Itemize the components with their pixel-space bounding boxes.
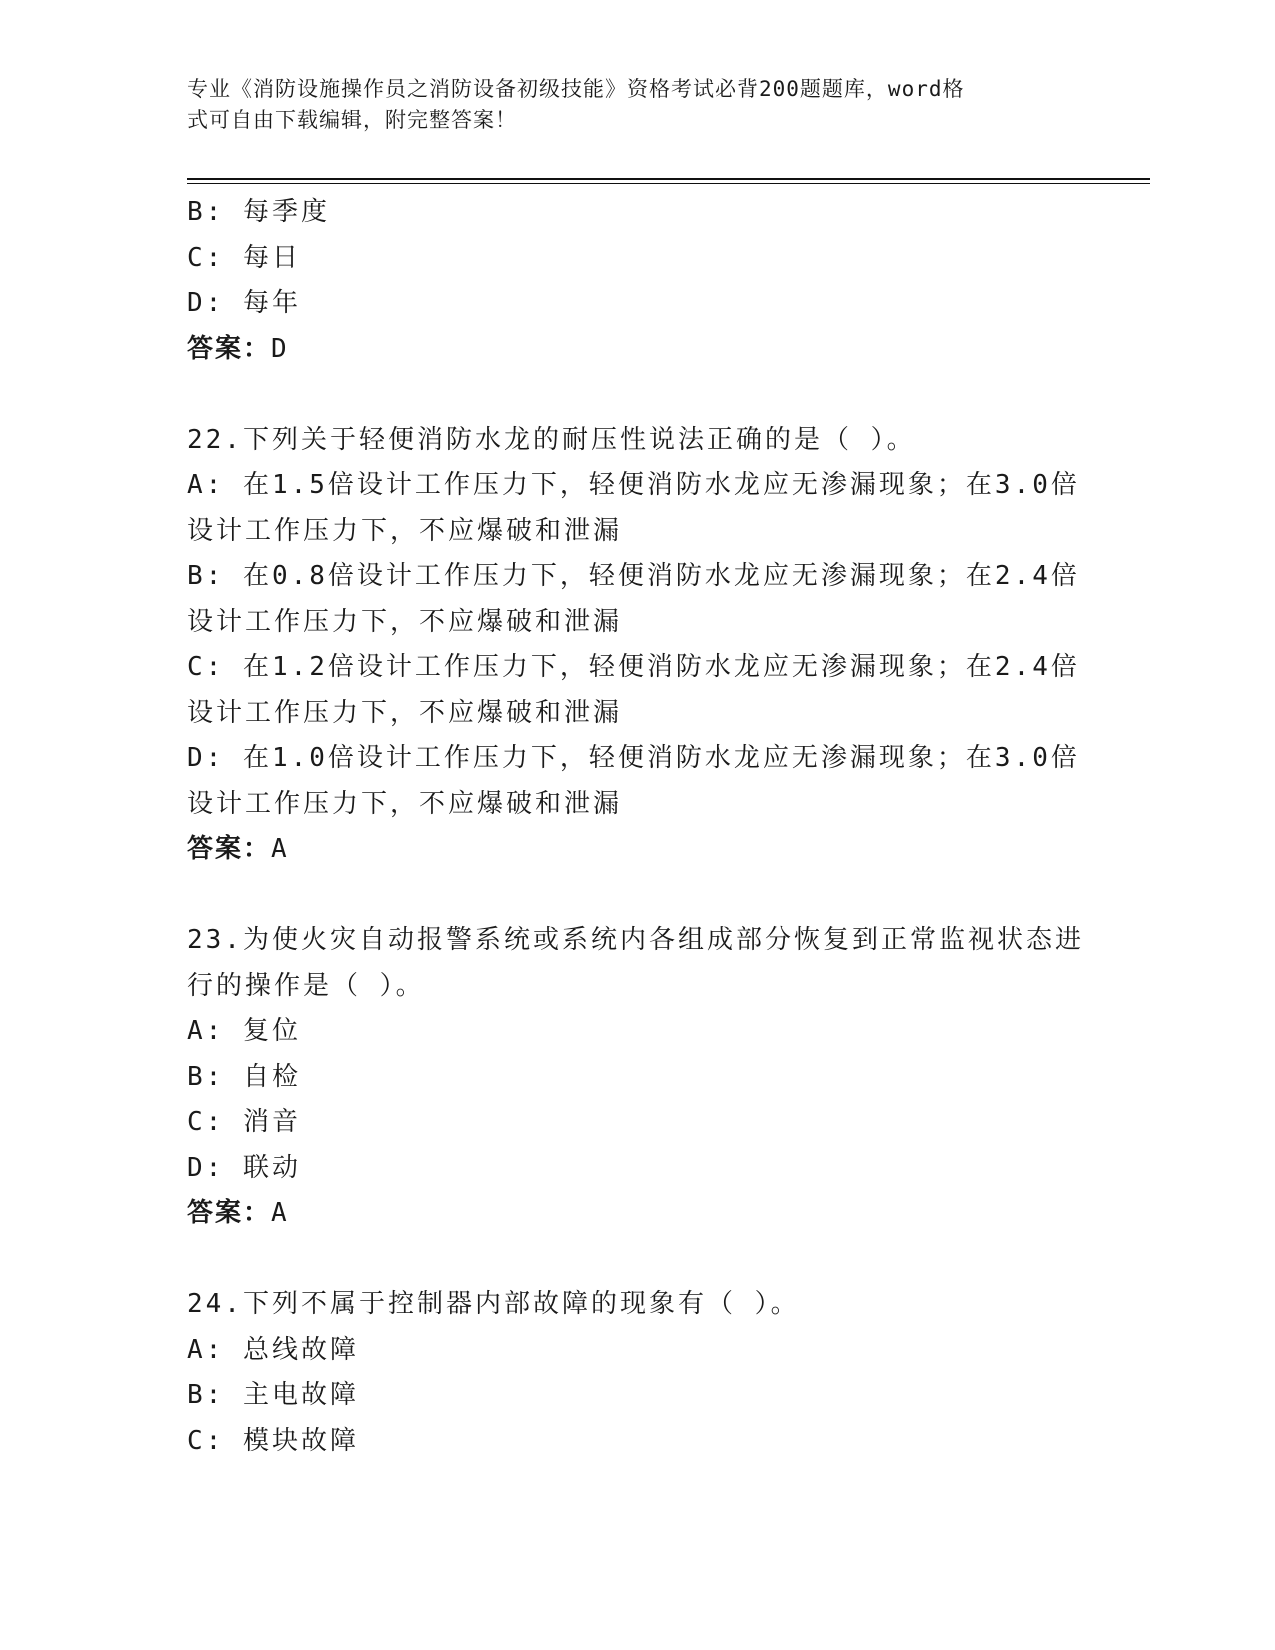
question-stem: 22.下列关于轻便消防水龙的耐压性说法正确的是（ ）。 [187,424,916,455]
option-a: A: 复位 [187,1016,301,1046]
document-header [187,74,1067,136]
question-fragment [187,190,1087,372]
answer-label: 答案： [187,333,272,364]
option-b: B: 主电故障 [187,1380,359,1410]
document-body [187,190,1087,1464]
spacer [187,1237,1087,1283]
answer-line [187,327,1087,373]
option-c: C: 每日 [187,242,301,273]
spacer [187,873,1087,919]
answer-value: D [271,333,289,364]
option-a-continued: 设计工作压力下，不应爆破和泄漏 [187,515,623,546]
question-stem: 24.下列不属于控制器内部故障的现象有（ ）。 [187,1289,800,1319]
option-d: D: 每年 [187,288,301,318]
option-d-continued: 设计工作压力下，不应爆破和泄漏 [187,788,623,819]
option-c: C: 模块故障 [187,1425,359,1456]
option-b-continued: 设计工作压力下，不应爆破和泄漏 [187,606,623,637]
header-line-1: 专业《消防设施操作员之消防设备初级技能》资格考试必背200题题库，word格 [187,77,965,101]
spacer [187,372,1087,418]
answer-line [187,1191,1087,1237]
option-c-continued: 设计工作压力下，不应爆破和泄漏 [187,697,623,728]
header-divider-bottom [187,183,1150,184]
header-line-2: 式可自由下载编辑，附完整答案！ [187,108,517,132]
question-stem-continued: 行的操作是（ ）。 [187,970,425,1001]
option-c: C: 消音 [187,1107,301,1137]
option-d: D: 在1.0倍设计工作压力下，轻便消防水龙应无渗漏现象；在3.0倍 [187,743,1080,773]
question-22 [187,418,1087,873]
answer-label: 答案： [187,834,272,864]
option-b: B: 每季度 [187,197,330,227]
option-b: B: 自检 [187,1061,301,1092]
answer-value: A [271,1198,289,1228]
question-24 [187,1282,1087,1464]
option-d: D: 联动 [187,1152,301,1183]
option-a: A: 在1.5倍设计工作压力下，轻便消防水龙应无渗漏现象；在3.0倍 [187,470,1080,500]
answer-line [187,827,1087,873]
header-divider-top [187,178,1150,180]
option-a: A: 总线故障 [187,1334,359,1365]
answer-label: 答案： [187,1198,272,1228]
option-c: C: 在1.2倍设计工作压力下，轻便消防水龙应无渗漏现象；在2.4倍 [187,652,1080,682]
answer-value: A [271,834,289,864]
question-23 [187,918,1087,1237]
option-b: B: 在0.8倍设计工作压力下，轻便消防水龙应无渗漏现象；在2.4倍 [187,561,1080,591]
question-stem: 23.为使火灾自动报警系统或系统内各组成部分恢复到正常监视状态进 [187,925,1084,955]
